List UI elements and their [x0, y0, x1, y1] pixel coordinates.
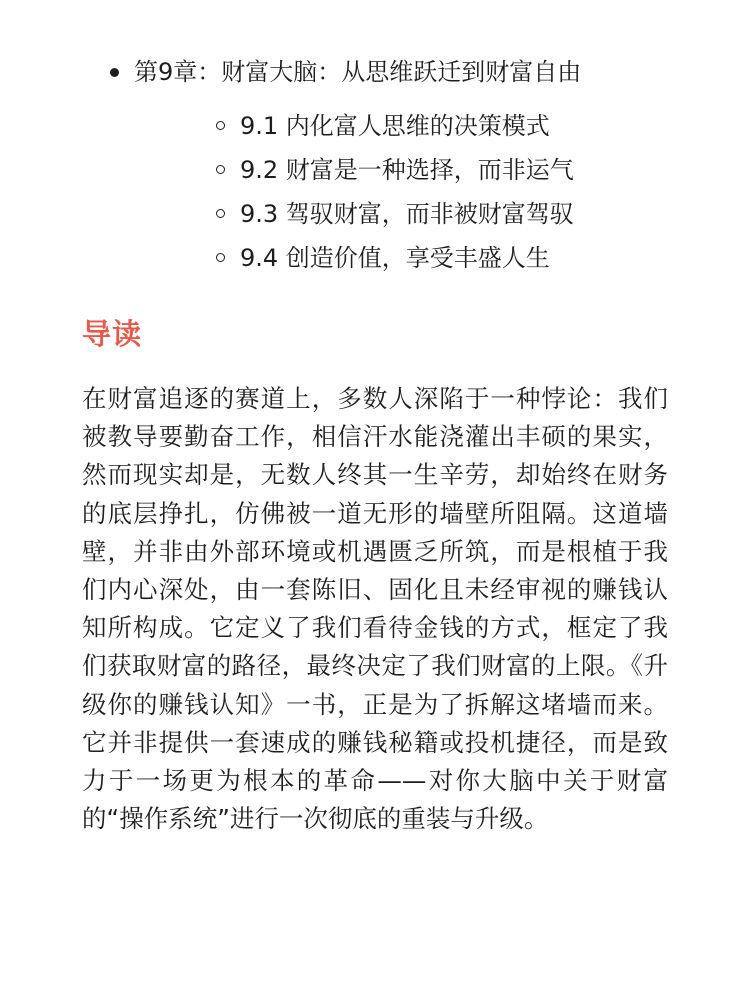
toc-section-9-1: 9.1 内化富人思维的决策模式 — [134, 104, 668, 148]
toc-section-list — [134, 104, 668, 280]
table-of-contents — [82, 52, 668, 280]
toc-chapter-title: 第9章：财富大脑：从思维跃迁到财富自由 — [134, 58, 582, 86]
toc-chapter-9 — [82, 52, 668, 280]
toc-section-9-4: 9.4 创造价值，享受丰盛人生 — [134, 236, 668, 280]
toc-section-9-3: 9.3 驾驭财富，而非被财富驾驭 — [134, 192, 668, 236]
toc-section-9-2: 9.2 财富是一种选择，而非运气 — [134, 148, 668, 192]
intro-heading: 导读 — [82, 317, 143, 351]
intro-paragraph: 在财富追逐的赛道上，多数人深陷于一种悖论：我们被教导要勤奋工作，相信汗水能浇灌出丰硕的果实，然而现实却是，无数人终其一生辛劳，却始终在财务的底层挣扎，仿佛被一道无形的墙壁所阻隔。这道墙壁，并非由外部环境或机遇匮乏所筑，而是根植于我们内心深处，由一套陈旧、固化且未经审视的赚钱认知所构成。它定义了我们看待金钱的方式，框定了我们获取财富的路径，最终决定了我们财富的上限。《升级你的赚钱认知》一书，正是为了拆解这堵墙而来。它并非提供一套速成的赚钱秘籍或投机捷径，而是致力于一场更为根本的革命——对你大脑中关于财富的“操作系统”进行一次彻底的重装与升级。 — [82, 384, 668, 834]
